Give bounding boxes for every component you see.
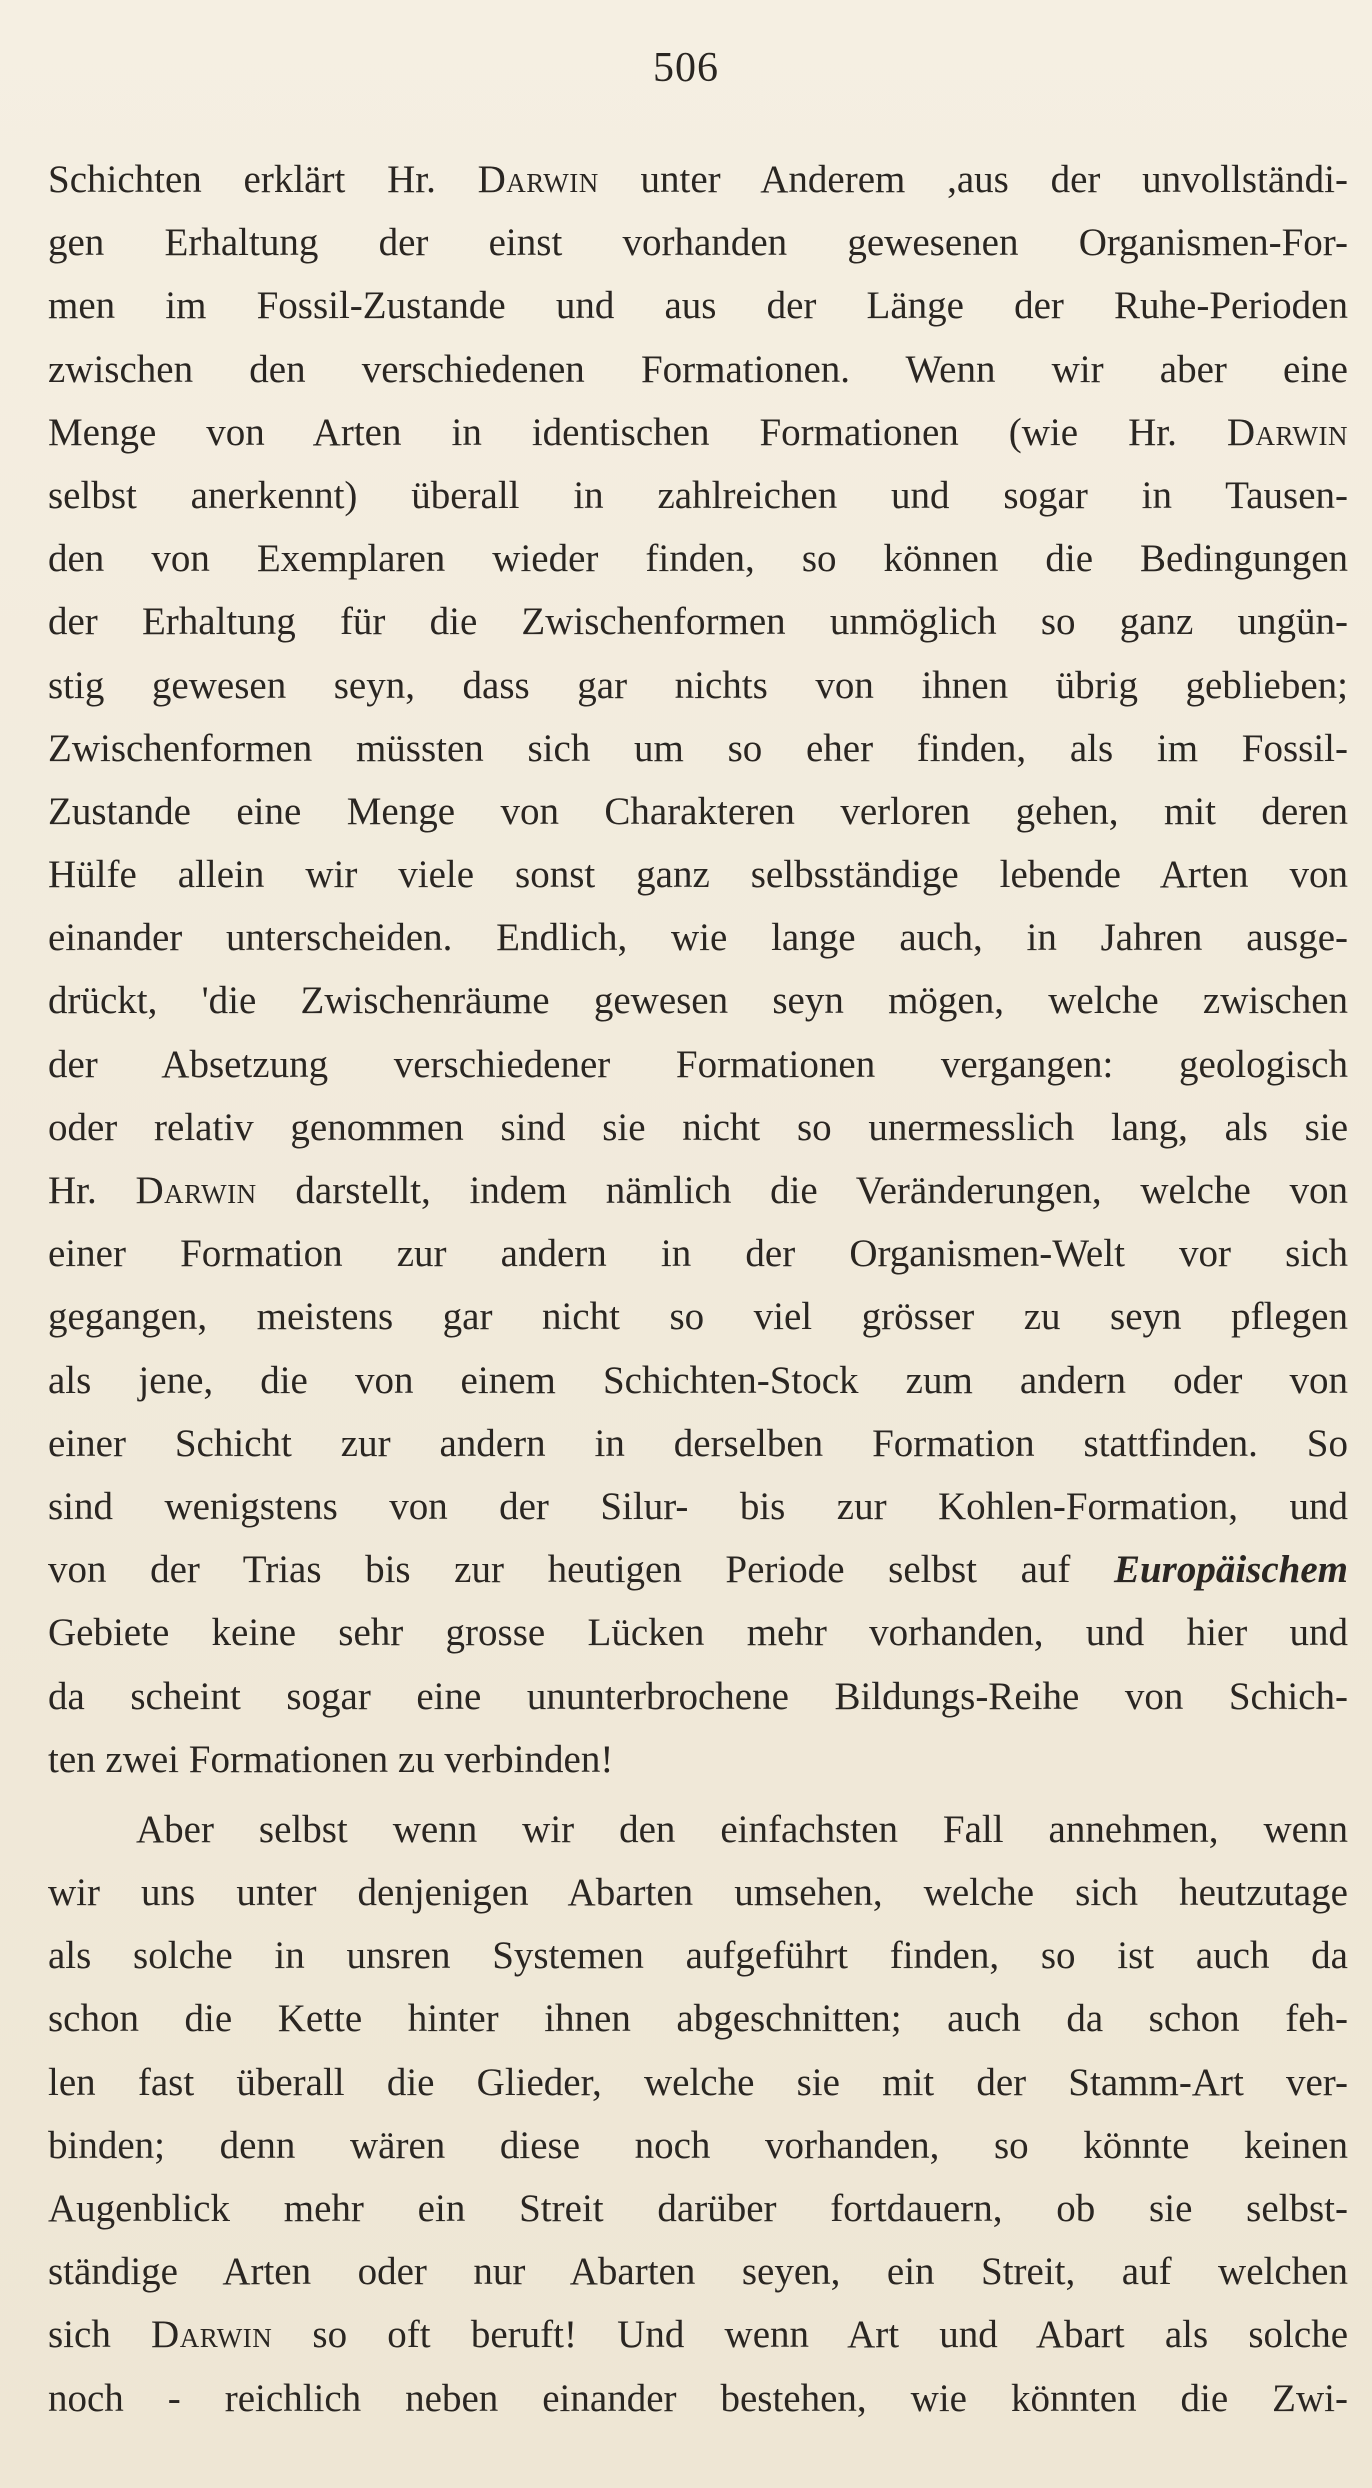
author-name: Darwin [135, 1169, 257, 1212]
emphasized-word: Europäischem [1113, 1548, 1348, 1592]
text-line: Zwischenformen müssten sich um so eher finden, als im Fossil- [48, 726, 1348, 770]
text-line: Menge von Arten in identischen Formationen (wie Hr. Darwin [48, 410, 1348, 454]
text-line: Hr. Darwin darstellt, indem nämlich die Veränderungen, welche von [48, 1169, 1348, 1212]
text-line: von der Trias bis zur heutigen Periode selbst auf Europäischem [48, 1548, 1348, 1592]
page-number: 506 [653, 45, 719, 91]
text-line: Hülfe allein wir viele sonst ganz selbsständige lebende Arten von [48, 853, 1348, 897]
text-line: men im Fossil-Zustande und aus der Länge der Ruhe-Perioden [48, 284, 1348, 328]
author-name: Darwin [477, 158, 599, 201]
paragraph-gap [48, 1791, 1348, 1798]
text-line: drückt, 'die Zwischenräume gewesen seyn mögen, welche zwischen [48, 979, 1348, 1023]
text-line: noch - reichlich neben einander bestehen, wie könnten die Zwi- [48, 2376, 1348, 2420]
text-line: selbst anerkennt) überall in zahlreichen und sogar in Tausen- [48, 473, 1348, 517]
text-line: Gebiete keine sehr grosse Lücken mehr vorhanden, und hier und [48, 1611, 1348, 1655]
text-line: Schichten erklärt Hr. Darwin unter Anderem ,aus der unvollständi- [48, 158, 1348, 201]
author-name: Darwin [1226, 410, 1348, 454]
text-line: gegangen, meistens gar nicht so viel grösser zu seyn pflegen [48, 1295, 1348, 1339]
text-line: einer Schicht zur andern in derselben Formation stattfinden. So [48, 1421, 1348, 1465]
text-line: Zustande eine Menge von Charakteren verloren gehen, mit deren [48, 789, 1348, 833]
text-line: sich Darwin so oft beruft! Und wenn Art und Abart als solche [48, 2313, 1348, 2357]
text-line: einander unterscheiden. Endlich, wie lange auch, in Jahren ausge- [48, 916, 1348, 960]
text-line: den von Exemplaren wieder finden, so können die Bedingungen [48, 537, 1348, 581]
text-line: schon die Kette hinter ihnen abgeschnitten; auch da schon feh- [48, 1997, 1348, 2041]
text-line: wir uns unter denjenigen Abarten umsehen, welche sich heutzutage [48, 1871, 1348, 1915]
text-line: oder relativ genommen sind sie nicht so unermesslich lang, als sie [48, 1105, 1348, 1149]
paragraph-end-line: ten zwei Formationen zu verbinden! [48, 1737, 614, 1781]
text-line: als solche in unsren Systemen aufgeführt finden, so ist auch da [48, 1934, 1348, 1978]
text-line: der Erhaltung für die Zwischenformen unmöglich so ganz ungün- [48, 600, 1348, 644]
text-line: gen Erhaltung der einst vorhanden gewesenen Organismen-For- [48, 221, 1348, 265]
text-line: zwischen den verschiedenen Formationen. Wenn wir aber eine [48, 347, 1348, 391]
text-line: der Absetzung verschiedener Formationen vergangen: geologisch [48, 1042, 1348, 1086]
text-line: da scheint sogar eine ununterbrochene Bildungs-Reihe von Schich- [48, 1674, 1348, 1718]
page-body [48, 148, 1348, 2430]
text-line: einer Formation zur andern in der Organismen-Welt vor sich [48, 1232, 1348, 1276]
text-line: Augenblick mehr ein Streit darüber fortdauern, ob sie selbst- [48, 2187, 1348, 2230]
author-name: Darwin [151, 2313, 273, 2357]
text-line: als jene, die von einem Schichten-Stock zum andern oder von [48, 1358, 1348, 1402]
text-line: len fast überall die Glieder, welche sie mit der Stamm-Art ver- [48, 2060, 1348, 2104]
text-line: sind wenigstens von der Silur- bis zur Kohlen-Formation, und [48, 1484, 1348, 1528]
paragraph-start-line: Aber selbst wenn wir den einfachsten Fall annehmen, wenn [136, 1807, 1348, 1851]
text-line: ständige Arten oder nur Abarten seyen, ein Streit, auf welchen [48, 2250, 1348, 2294]
text-line: binden; denn wären diese noch vorhanden, so könnte keinen [48, 2123, 1348, 2167]
text-line: stig gewesen seyn, dass gar nichts von ihnen übrig geblieben; [48, 663, 1348, 707]
